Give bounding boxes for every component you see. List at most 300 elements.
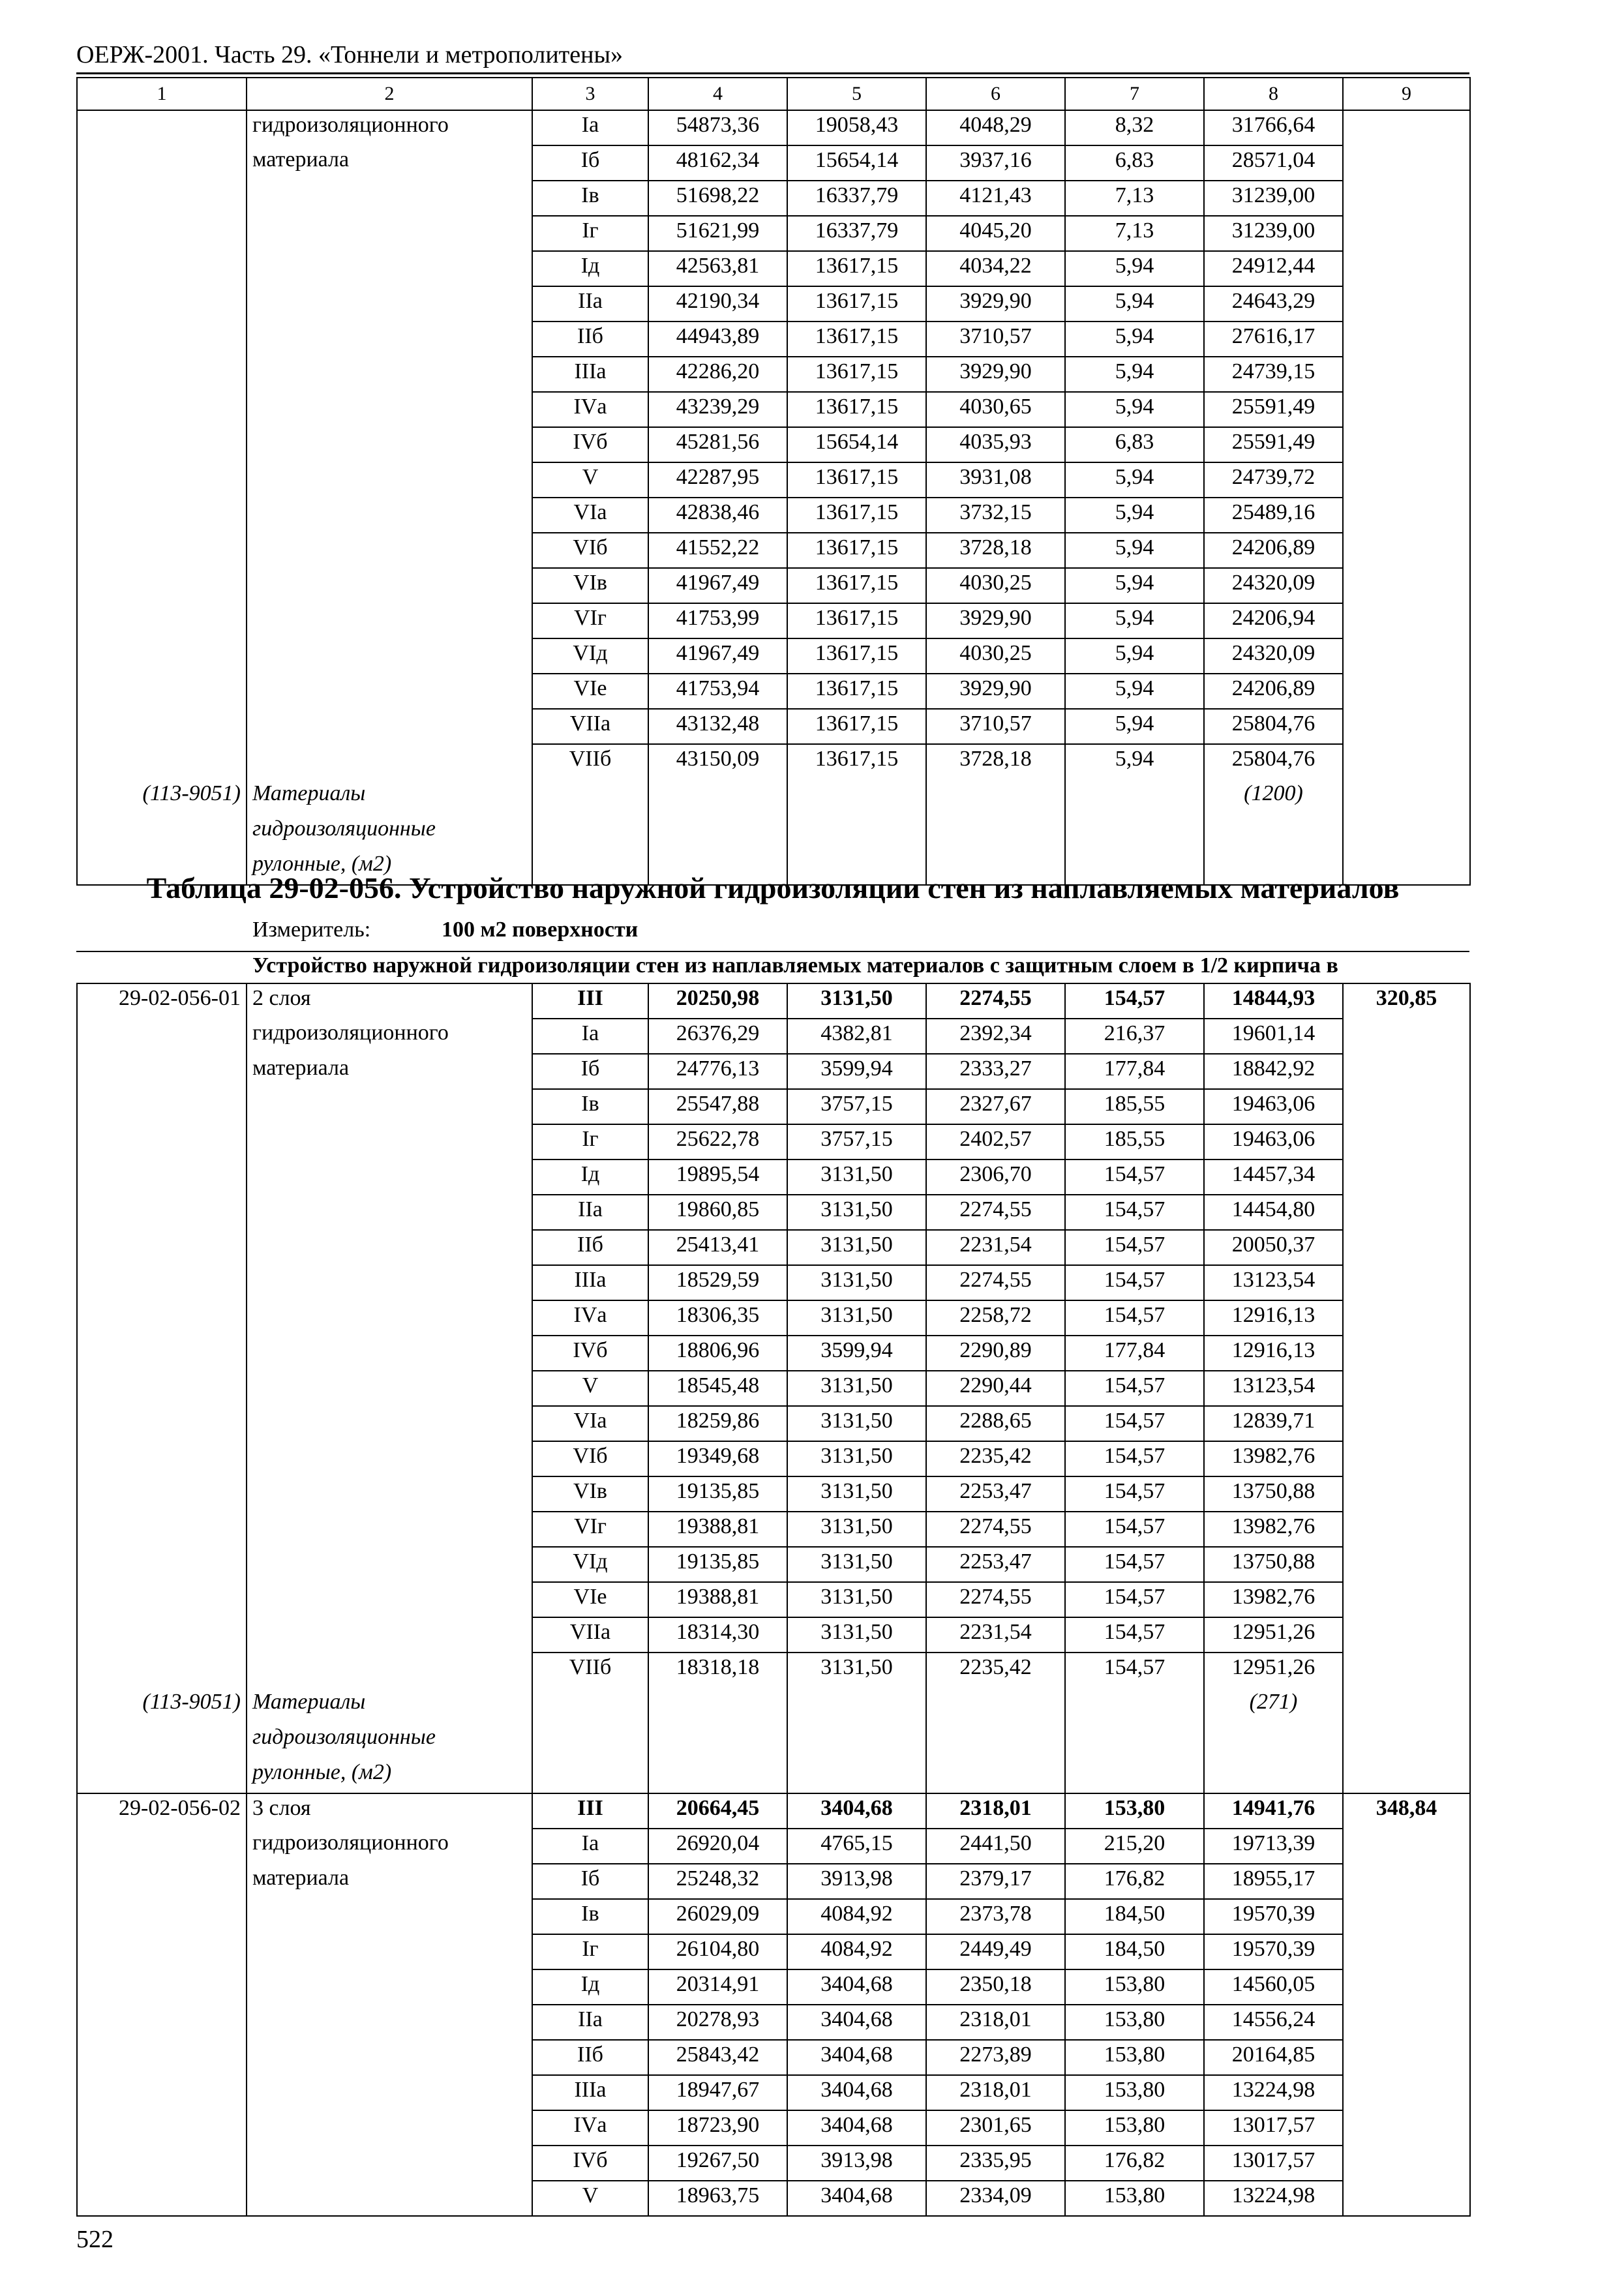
zone-code: Iг [532, 216, 648, 251]
table-row [77, 674, 1470, 709]
row-description [247, 1159, 532, 1195]
machine-cost: 2273,89 [926, 2040, 1065, 2075]
row-description [247, 1371, 532, 1406]
row-description: Материалы [247, 1688, 532, 1723]
labor-cost: 3131,50 [787, 1653, 926, 1688]
zone-code: VIб [532, 533, 648, 568]
machine-cost: 2350,18 [926, 1969, 1065, 2005]
machine-cost: 3931,08 [926, 462, 1065, 498]
row-description: гидроизоляционные [247, 1723, 532, 1758]
row-code [77, 1371, 247, 1406]
labor-cost: 13617,15 [787, 286, 926, 322]
machine-cost: 4121,43 [926, 181, 1065, 216]
machine-cost: 2392,34 [926, 1019, 1065, 1054]
measure-value: 100 м2 поверхности [442, 918, 639, 942]
total-cost: 42563,81 [648, 251, 787, 286]
machine-cost: 2290,89 [926, 1336, 1065, 1371]
driver-wages: 5,94 [1065, 638, 1204, 674]
machine-cost [926, 1723, 1065, 1758]
row-description: гидроизоляционного [247, 110, 532, 145]
table-row [77, 1195, 1470, 1230]
row-description [247, 1969, 532, 2005]
row-description: гидроизоляционные [247, 815, 532, 850]
machine-cost: 2258,72 [926, 1300, 1065, 1336]
material-cost: 31239,00 [1204, 181, 1343, 216]
zone-code: Iа [532, 110, 648, 145]
zone-code: IIб [532, 2040, 648, 2075]
labor-cost: 4765,15 [787, 1829, 926, 1864]
table-row [77, 1159, 1470, 1195]
labor-hours [1343, 1934, 1470, 1969]
column-number-1: 1 [77, 78, 247, 110]
labor-cost: 19058,43 [787, 110, 926, 145]
zone-code: VIе [532, 1582, 648, 1617]
total-cost: 25248,32 [648, 1864, 787, 1899]
labor-cost: 3131,50 [787, 1230, 926, 1265]
rates-table-29-02-056 [76, 983, 1471, 2217]
row-description: гидроизоляционного [247, 1829, 532, 1864]
material-cost: (271) [1204, 1688, 1343, 1723]
machine-cost: 4045,20 [926, 216, 1065, 251]
row-code [77, 1265, 247, 1300]
machine-cost: 2274,55 [926, 983, 1065, 1019]
column-number-4: 4 [648, 78, 787, 110]
table-row [77, 603, 1470, 638]
driver-wages [1065, 779, 1204, 815]
row-description [247, 251, 532, 286]
row-description [247, 1582, 532, 1617]
machine-cost: 2235,42 [926, 1653, 1065, 1688]
machine-cost: 3728,18 [926, 533, 1065, 568]
labor-cost: 13617,15 [787, 357, 926, 392]
labor-hours [1343, 1688, 1470, 1723]
row-code [77, 1124, 247, 1159]
machine-cost [926, 815, 1065, 850]
labor-hours [1343, 1653, 1470, 1688]
zone-code: Iд [532, 251, 648, 286]
driver-wages: 154,57 [1065, 1617, 1204, 1653]
row-description: рулонные, (м2) [247, 850, 532, 885]
labor-cost [787, 1688, 926, 1723]
labor-cost: 3131,50 [787, 1441, 926, 1476]
labor-hours [1343, 145, 1470, 181]
row-code [77, 2075, 247, 2110]
driver-wages: 154,57 [1065, 1582, 1204, 1617]
table-title: Таблица 29-02-056. Устройство наружной гидроизоляции стен из наплавляемых материалов [146, 871, 1400, 905]
total-cost: 54873,36 [648, 110, 787, 145]
machine-cost: 4030,25 [926, 638, 1065, 674]
row-code [77, 1829, 247, 1864]
row-description [247, 1653, 532, 1688]
zone-code: VIIа [532, 1617, 648, 1653]
machine-cost: 3732,15 [926, 498, 1065, 533]
total-cost: 18259,86 [648, 1406, 787, 1441]
material-cost: (1200) [1204, 779, 1343, 815]
driver-wages: 153,80 [1065, 2181, 1204, 2216]
material-cost: 13123,54 [1204, 1265, 1343, 1300]
table-row [77, 1230, 1470, 1265]
labor-cost: 13617,15 [787, 251, 926, 286]
row-description [247, 181, 532, 216]
material-cost: 13017,57 [1204, 2110, 1343, 2146]
labor-cost [787, 1758, 926, 1793]
row-code [77, 357, 247, 392]
row-code [77, 1300, 247, 1336]
row-code [77, 815, 247, 850]
table-row [77, 216, 1470, 251]
total-cost: 44943,89 [648, 322, 787, 357]
row-code [77, 1054, 247, 1089]
labor-cost: 13617,15 [787, 638, 926, 674]
material-cost: 13224,98 [1204, 2075, 1343, 2110]
labor-hours [1343, 1547, 1470, 1582]
driver-wages: 184,50 [1065, 1934, 1204, 1969]
material-cost: 19570,39 [1204, 1934, 1343, 1969]
machine-cost: 2318,01 [926, 1793, 1065, 1829]
table-row [77, 779, 1470, 815]
row-description: гидроизоляционного [247, 1019, 532, 1054]
table-row [77, 1688, 1470, 1723]
zone-code: III [532, 983, 648, 1019]
row-code [77, 1723, 247, 1758]
material-cost: 14941,76 [1204, 1793, 1343, 1829]
material-cost: 24206,89 [1204, 674, 1343, 709]
zone-code [532, 815, 648, 850]
table-row [77, 1054, 1470, 1089]
material-cost: 13224,98 [1204, 2181, 1343, 2216]
labor-cost: 3131,50 [787, 1300, 926, 1336]
zone-code: IVб [532, 427, 648, 462]
row-description [247, 1124, 532, 1159]
row-description [247, 2075, 532, 2110]
row-description [247, 1406, 532, 1441]
row-code [77, 1089, 247, 1124]
total-cost: 18529,59 [648, 1265, 787, 1300]
row-code [77, 1195, 247, 1230]
row-description [247, 1265, 532, 1300]
table-row [77, 145, 1470, 181]
driver-wages: 153,80 [1065, 2005, 1204, 2040]
zone-code [532, 1688, 648, 1723]
row-description [247, 216, 532, 251]
zone-code: VIд [532, 638, 648, 674]
zone-code: VIIб [532, 744, 648, 779]
material-cost: 24739,15 [1204, 357, 1343, 392]
table-row [77, 286, 1470, 322]
labor-hours [1343, 1336, 1470, 1371]
total-cost: 41967,49 [648, 638, 787, 674]
driver-wages: 5,94 [1065, 568, 1204, 603]
row-code: 29-02-056-01 [77, 983, 247, 1019]
row-description [247, 2005, 532, 2040]
driver-wages: 5,94 [1065, 357, 1204, 392]
row-description: 3 слоя [247, 1793, 532, 1829]
material-cost: 19463,06 [1204, 1089, 1343, 1124]
labor-hours [1343, 1829, 1470, 1864]
machine-cost: 2333,27 [926, 1054, 1065, 1089]
total-cost: 19895,54 [648, 1159, 787, 1195]
row-description [247, 2040, 532, 2075]
table-row [77, 498, 1470, 533]
labor-hours [1343, 744, 1470, 779]
total-cost [648, 779, 787, 815]
total-cost: 43150,09 [648, 744, 787, 779]
table-row [77, 1864, 1470, 1899]
zone-code: IVб [532, 1336, 648, 1371]
material-cost: 12916,13 [1204, 1336, 1343, 1371]
driver-wages: 5,94 [1065, 322, 1204, 357]
table-row [77, 1934, 1470, 1969]
total-cost: 42838,46 [648, 498, 787, 533]
material-cost: 28571,04 [1204, 145, 1343, 181]
row-description: материала [247, 1864, 532, 1899]
material-cost: 12839,71 [1204, 1406, 1343, 1441]
labor-cost: 4084,92 [787, 1934, 926, 1969]
total-cost: 43239,29 [648, 392, 787, 427]
total-cost: 41753,94 [648, 674, 787, 709]
machine-cost: 2231,54 [926, 1230, 1065, 1265]
total-cost: 19388,81 [648, 1512, 787, 1547]
labor-cost: 3131,50 [787, 1265, 926, 1300]
driver-wages: 153,80 [1065, 2075, 1204, 2110]
machine-cost: 3728,18 [926, 744, 1065, 779]
table-row [77, 462, 1470, 498]
zone-code [532, 779, 648, 815]
table-row [77, 983, 1470, 1019]
row-code [77, 1864, 247, 1899]
labor-cost: 3404,68 [787, 1793, 926, 1829]
labor-hours [1343, 1371, 1470, 1406]
labor-hours [1343, 1019, 1470, 1054]
row-code [77, 603, 247, 638]
table-row [77, 1336, 1470, 1371]
table-row [77, 1829, 1470, 1864]
labor-hours [1343, 1406, 1470, 1441]
driver-wages: 153,80 [1065, 2040, 1204, 2075]
running-header: ОЕРЖ-2001. Часть 29. «Тоннели и метрополитены» [76, 41, 624, 68]
machine-cost: 2334,09 [926, 2181, 1065, 2216]
labor-hours [1343, 1723, 1470, 1758]
zone-code: Iд [532, 1969, 648, 2005]
total-cost: 20250,98 [648, 983, 787, 1019]
row-code [77, 674, 247, 709]
labor-cost: 3404,68 [787, 2075, 926, 2110]
row-description: Материалы [247, 779, 532, 815]
row-description [247, 286, 532, 322]
zone-code: Iа [532, 1829, 648, 1864]
driver-wages: 185,55 [1065, 1124, 1204, 1159]
material-cost: 12951,26 [1204, 1653, 1343, 1688]
labor-cost: 3757,15 [787, 1124, 926, 1159]
table-row [77, 638, 1470, 674]
rates-table-continuation [76, 77, 1471, 886]
material-cost: 24206,94 [1204, 603, 1343, 638]
driver-wages: 5,94 [1065, 603, 1204, 638]
table-row [77, 1582, 1470, 1617]
machine-cost: 3929,90 [926, 357, 1065, 392]
row-description [247, 2146, 532, 2181]
zone-code: IIб [532, 322, 648, 357]
material-cost [1204, 1758, 1343, 1793]
row-code [77, 286, 247, 322]
material-cost: 31239,00 [1204, 216, 1343, 251]
material-cost: 19601,14 [1204, 1019, 1343, 1054]
total-cost: 48162,34 [648, 145, 787, 181]
material-cost: 27616,17 [1204, 322, 1343, 357]
table-row [77, 744, 1470, 779]
row-description [247, 2181, 532, 2216]
zone-code [532, 1723, 648, 1758]
table-row [77, 1019, 1470, 1054]
zone-code: VIа [532, 498, 648, 533]
machine-cost: 2274,55 [926, 1512, 1065, 1547]
machine-cost: 2290,44 [926, 1371, 1065, 1406]
total-cost: 41753,99 [648, 603, 787, 638]
table-row [77, 251, 1470, 286]
row-description [247, 638, 532, 674]
material-cost: 14457,34 [1204, 1159, 1343, 1195]
labor-hours [1343, 1899, 1470, 1934]
zone-code: IIб [532, 1230, 648, 1265]
row-code [77, 1336, 247, 1371]
row-code [77, 2181, 247, 2216]
row-description [247, 1476, 532, 1512]
row-code [77, 1758, 247, 1793]
column-number-6: 6 [926, 78, 1065, 110]
row-code [77, 1969, 247, 2005]
zone-code: Iв [532, 181, 648, 216]
labor-cost: 3131,50 [787, 1195, 926, 1230]
table-row [77, 568, 1470, 603]
row-code [77, 2005, 247, 2040]
machine-cost: 2327,67 [926, 1089, 1065, 1124]
zone-code: IVа [532, 392, 648, 427]
table-row [77, 1371, 1470, 1406]
material-cost: 25804,76 [1204, 744, 1343, 779]
row-description: материала [247, 1054, 532, 1089]
machine-cost [926, 1758, 1065, 1793]
row-code [77, 568, 247, 603]
driver-wages: 7,13 [1065, 216, 1204, 251]
driver-wages: 6,83 [1065, 145, 1204, 181]
labor-hours [1343, 2005, 1470, 2040]
total-cost: 19349,68 [648, 1441, 787, 1476]
row-description [247, 674, 532, 709]
table-row [77, 1758, 1470, 1793]
row-code [77, 251, 247, 286]
labor-cost: 13617,15 [787, 709, 926, 744]
table-row [77, 1512, 1470, 1547]
labor-cost [787, 779, 926, 815]
row-description [247, 1300, 532, 1336]
material-cost: 13123,54 [1204, 1371, 1343, 1406]
driver-wages: 154,57 [1065, 1159, 1204, 1195]
zone-code: IIIа [532, 2075, 648, 2110]
row-description [247, 322, 532, 357]
row-code [77, 1934, 247, 1969]
driver-wages: 154,57 [1065, 1300, 1204, 1336]
driver-wages: 177,84 [1065, 1336, 1204, 1371]
column-number-3: 3 [532, 78, 648, 110]
total-cost: 19860,85 [648, 1195, 787, 1230]
material-cost: 13750,88 [1204, 1547, 1343, 1582]
labor-hours [1343, 568, 1470, 603]
material-cost: 24739,72 [1204, 462, 1343, 498]
material-cost: 19463,06 [1204, 1124, 1343, 1159]
zone-code: V [532, 462, 648, 498]
labor-hours [1343, 181, 1470, 216]
machine-cost: 3929,90 [926, 286, 1065, 322]
table-row [77, 2146, 1470, 2181]
material-cost [1204, 815, 1343, 850]
row-code [77, 1441, 247, 1476]
driver-wages: 5,94 [1065, 286, 1204, 322]
total-cost: 18318,18 [648, 1653, 787, 1688]
table-row [77, 357, 1470, 392]
labor-hours [1343, 638, 1470, 674]
labor-hours [1343, 1300, 1470, 1336]
labor-cost: 13617,15 [787, 533, 926, 568]
material-cost: 25489,16 [1204, 498, 1343, 533]
material-cost: 20050,37 [1204, 1230, 1343, 1265]
labor-hours [1343, 1195, 1470, 1230]
row-description [247, 709, 532, 744]
total-cost: 45281,56 [648, 427, 787, 462]
machine-cost: 2373,78 [926, 1899, 1065, 1934]
labor-cost: 13617,15 [787, 603, 926, 638]
material-cost: 19713,39 [1204, 1829, 1343, 1864]
zone-code: IIа [532, 1195, 648, 1230]
total-cost: 43132,48 [648, 709, 787, 744]
driver-wages: 154,57 [1065, 1441, 1204, 1476]
table-row [77, 392, 1470, 427]
machine-cost: 2274,55 [926, 1195, 1065, 1230]
labor-hours [1343, 2075, 1470, 2110]
driver-wages: 154,57 [1065, 1476, 1204, 1512]
table-row [77, 1406, 1470, 1441]
total-cost: 41967,49 [648, 568, 787, 603]
table-row [77, 1265, 1470, 1300]
table-row [77, 2075, 1470, 2110]
table-row [77, 815, 1470, 850]
row-code [77, 110, 247, 145]
zone-code [532, 1758, 648, 1793]
labor-cost: 3599,94 [787, 1054, 926, 1089]
driver-wages: 154,57 [1065, 1547, 1204, 1582]
driver-wages: 5,94 [1065, 533, 1204, 568]
driver-wages: 5,94 [1065, 744, 1204, 779]
table-row [77, 2181, 1470, 2216]
labor-hours [1343, 2181, 1470, 2216]
driver-wages [1065, 1758, 1204, 1793]
row-code [77, 2110, 247, 2146]
machine-cost: 4034,22 [926, 251, 1065, 286]
zone-code: VIа [532, 1406, 648, 1441]
row-description [247, 568, 532, 603]
zone-code: VIб [532, 1441, 648, 1476]
labor-hours [1343, 603, 1470, 638]
row-description [247, 462, 532, 498]
section-rule [76, 951, 1469, 952]
column-number-5: 5 [787, 78, 926, 110]
labor-hours [1343, 357, 1470, 392]
row-code [77, 216, 247, 251]
total-cost: 18723,90 [648, 2110, 787, 2146]
labor-hours [1343, 322, 1470, 357]
row-code [77, 1547, 247, 1582]
row-description [247, 1089, 532, 1124]
material-cost: 13982,76 [1204, 1441, 1343, 1476]
